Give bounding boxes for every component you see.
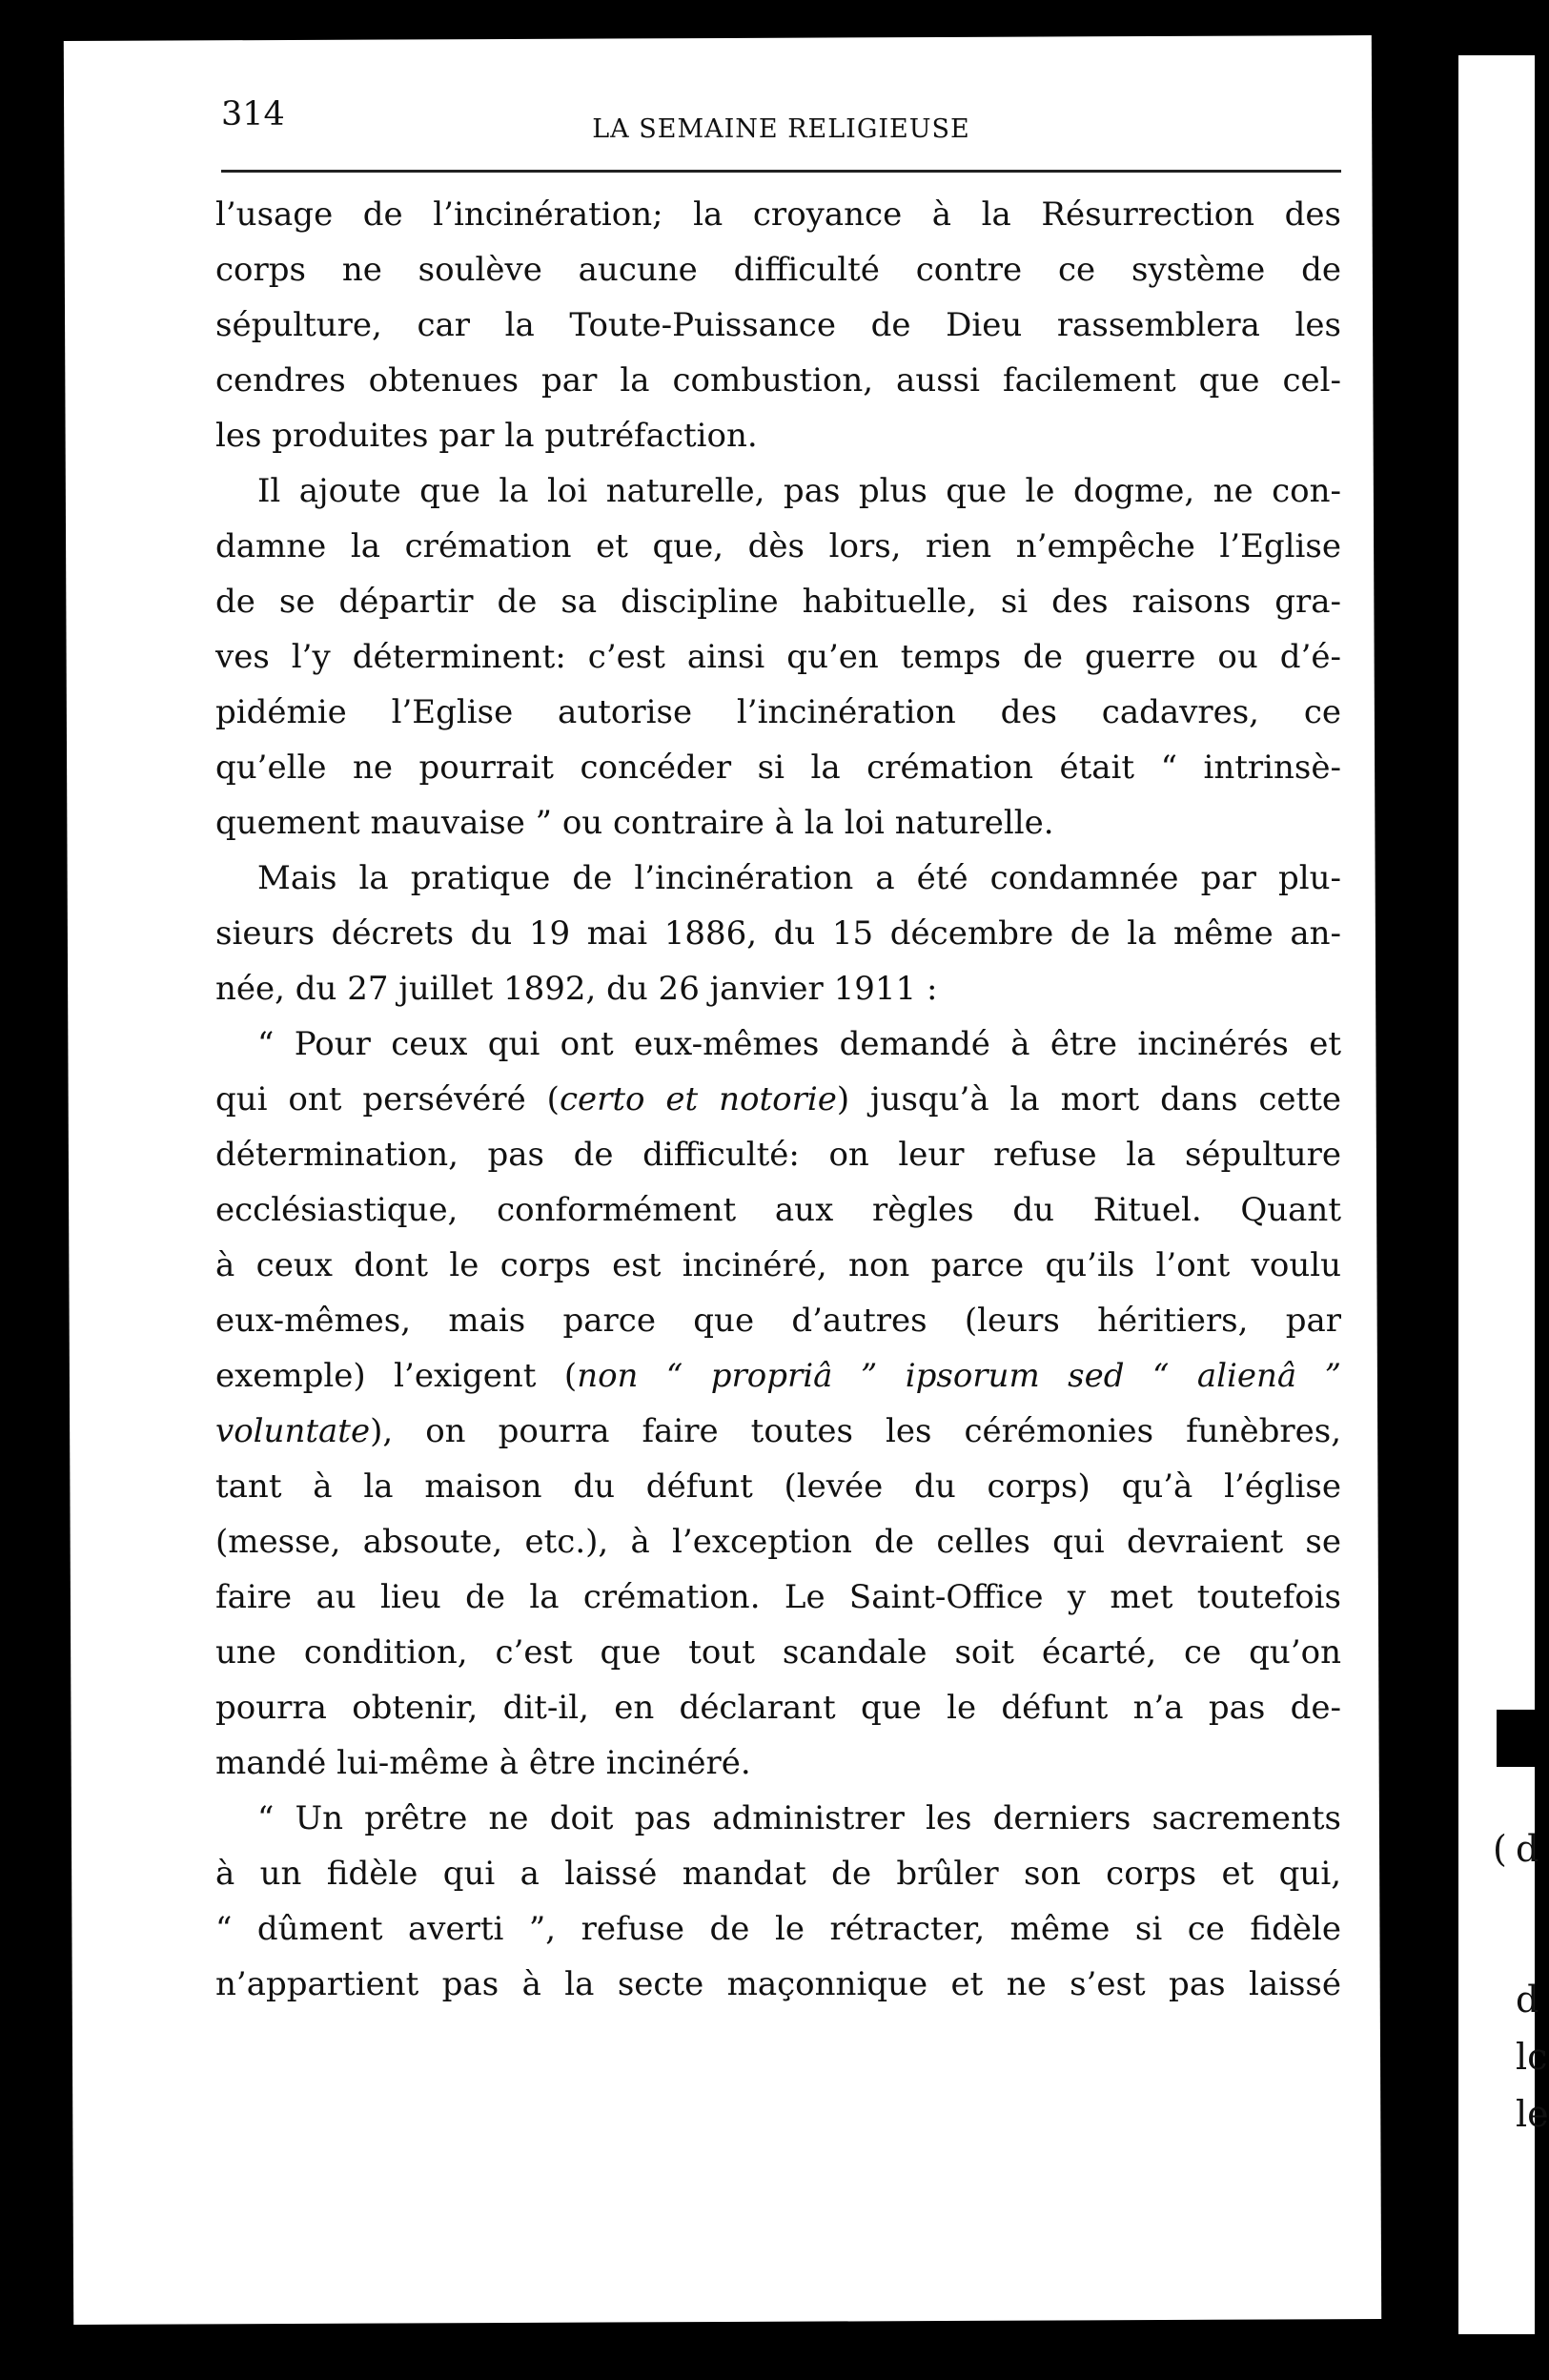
text-segment: qui ont persévéré ( <box>215 1080 560 1118</box>
adjacent-page-edge <box>1458 55 1549 2334</box>
text-line: à un fidèle qui a laissé mandat de brûler son corps et qui, <box>215 1855 1341 1893</box>
text-segment: exemple) l’exigent ( <box>215 1357 578 1395</box>
adjacent-page-fragment: lc <box>1516 2036 1548 2078</box>
text-line <box>215 1404 1341 1459</box>
text-line: sieurs décrets du 19 mai 1886, du 15 décembre de la même an- <box>215 914 1341 953</box>
text-line: “ Un prêtre ne doit pas administrer les derniers sacrements <box>257 1799 1341 1837</box>
adjacent-page-fragment: ( <box>1493 1828 1507 1870</box>
page-header <box>221 95 1341 153</box>
latin-phrase: voluntate <box>215 1412 371 1450</box>
text-line: n’appartient pas à la secte maçonnique et ne s’est pas laissé <box>215 1965 1341 2003</box>
text-line: détermination, pas de difficulté: on leur refuse la sépulture <box>215 1136 1341 1174</box>
text-line: tant à la maison du défunt (levée du corps) qu’à l’église <box>215 1467 1341 1506</box>
text-line: les produites par la putréfaction. <box>215 417 758 455</box>
text-line: ecclésiastique, conformément aux règles du Rituel. Quant <box>215 1191 1341 1229</box>
text-segment: ), on pourra faire toutes les cérémonies funèbres, <box>370 1412 1341 1450</box>
latin-phrase: non “ propriâ ” ipsorum sed “ alienâ ” <box>577 1357 1341 1395</box>
running-title: LA SEMAINE RELIGIEUSE <box>592 114 970 144</box>
page-number: 314 <box>221 95 285 133</box>
text-line: “ dûment averti ”, refuse de le rétracter, même si ce fidèle <box>215 1910 1341 1948</box>
text-line: cendres obtenues par la combustion, aussi facilement que cel- <box>215 361 1341 400</box>
text-line: à ceux dont le corps est incinéré, non parce qu’ils l’ont voulu <box>215 1246 1341 1284</box>
text-line: Mais la pratique de l’incinération a été condamnée par plu- <box>257 859 1341 897</box>
text-line: pourra obtenir, dit-il, en déclarant que le défunt n’a pas de- <box>215 1689 1341 1727</box>
adjacent-page-fragment: le <box>1516 2093 1549 2135</box>
header-rule <box>221 170 1341 173</box>
text-line: quement mauvaise ” ou contraire à la loi naturelle. <box>215 804 1054 842</box>
text-line: ves l’y déterminent: c’est ainsi qu’en temps de guerre ou d’é- <box>215 638 1341 676</box>
text-line: eux-mêmes, mais parce que d’autres (leurs héritiers, par <box>215 1302 1341 1340</box>
text-line <box>215 1072 1341 1127</box>
text-line: damne la crémation et que, dès lors, rien n’empêche l’Eglise <box>215 527 1341 565</box>
text-line: faire au lieu de la crémation. Le Saint-Office y met toutefois <box>215 1578 1341 1616</box>
adjacent-page-fragment: d <box>1516 1979 1539 2021</box>
text-line: mandé lui-même à être incinéré. <box>215 1744 751 1782</box>
text-line: corps ne soulève aucune difficulté contre ce système de <box>215 251 1341 289</box>
adjacent-page-mark <box>1497 1710 1535 1767</box>
text-line: l’usage de l’incinération; la croyance à la Résurrection des <box>215 195 1341 234</box>
text-segment: ) jusqu’à la mort dans cette <box>836 1080 1341 1118</box>
text-line: pidémie l’Eglise autorise l’incinération des cadavres, ce <box>215 693 1341 731</box>
latin-phrase: certo et notorie <box>559 1080 837 1118</box>
text-line: qu’elle ne pourrait concéder si la crémation était “ intrinsè- <box>215 749 1341 787</box>
text-line <box>215 1348 1341 1404</box>
body-text <box>215 187 1341 2012</box>
text-line: une condition, c’est que tout scandale soit écarté, ce qu’on <box>215 1633 1341 1672</box>
text-line: sépulture, car la Toute-Puissance de Dieu rassemblera les <box>215 306 1341 344</box>
adjacent-page-fragment: d <box>1516 1828 1539 1870</box>
text-line: de se départir de sa discipline habituelle, si des raisons gra- <box>215 583 1341 621</box>
text-line: Il ajoute que la loi naturelle, pas plus que le dogme, ne con- <box>257 472 1341 510</box>
text-line: “ Pour ceux qui ont eux-mêmes demandé à être incinérés et <box>257 1025 1341 1063</box>
text-line: (messe, absoute, etc.), à l’exception de celles qui devraient se <box>215 1523 1341 1561</box>
text-line: née, du 27 juillet 1892, du 26 janvier 1911 : <box>215 970 938 1008</box>
